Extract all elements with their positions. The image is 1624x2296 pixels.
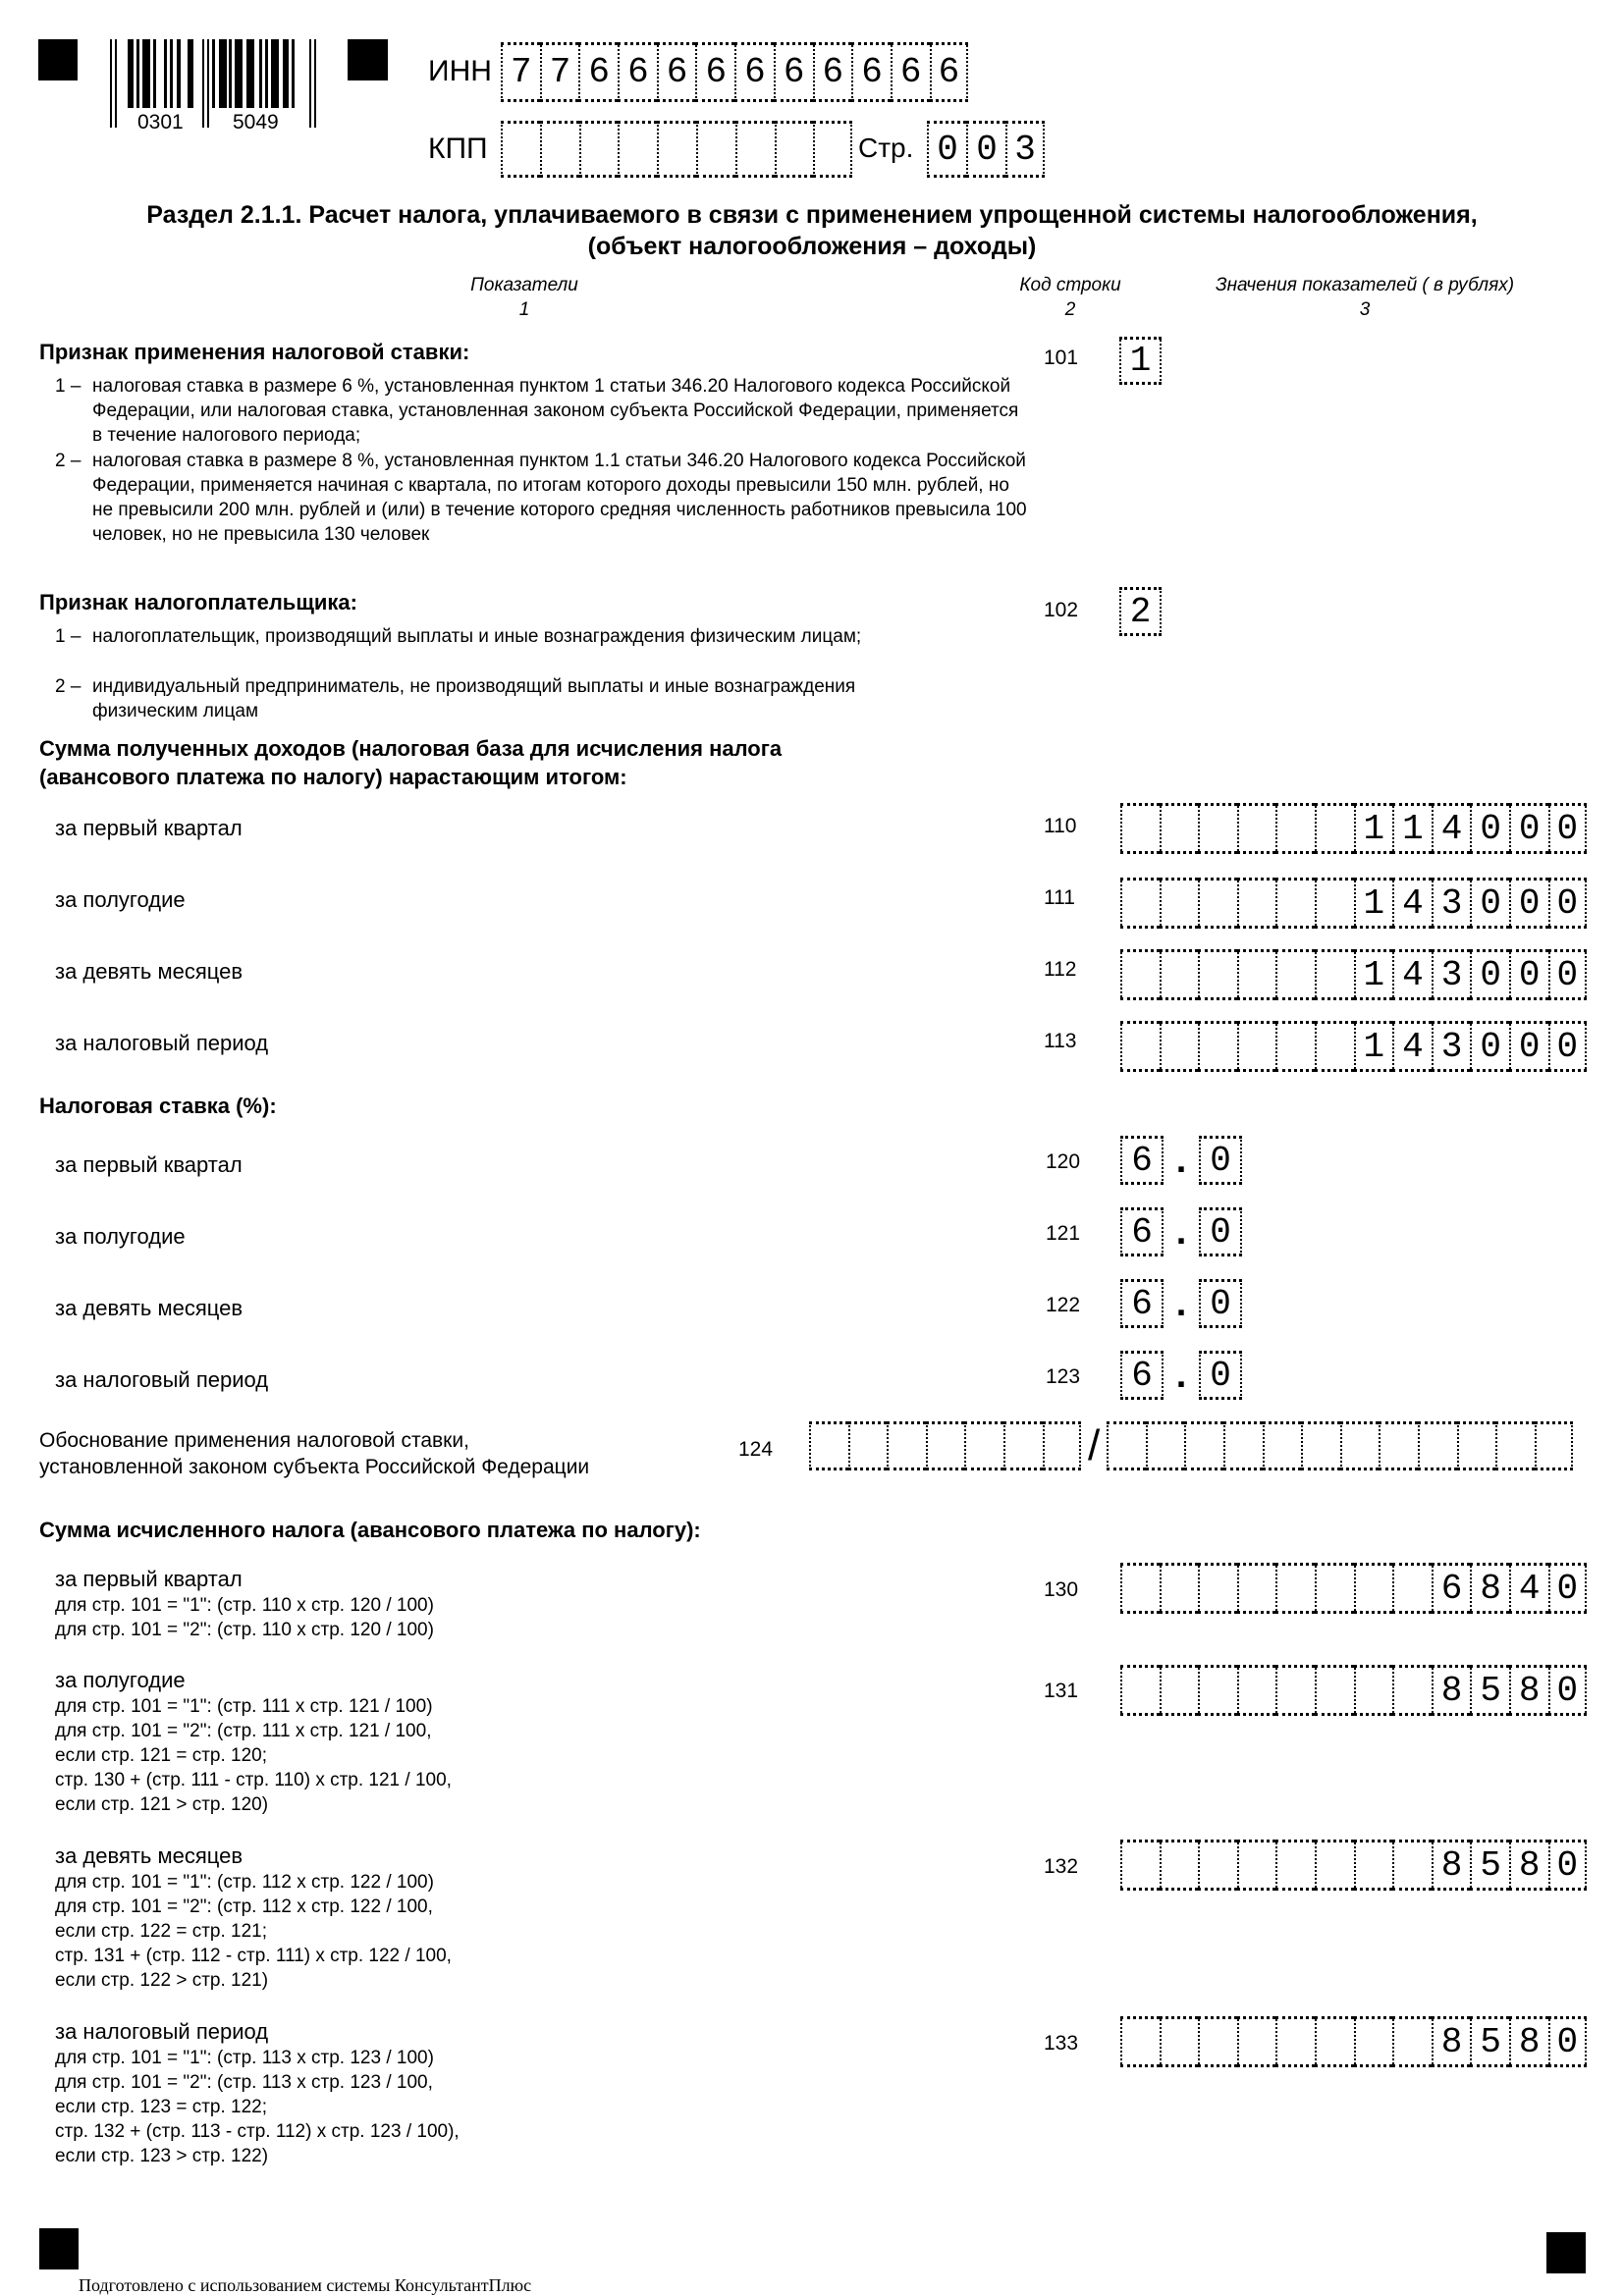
digit-cell[interactable] bbox=[1120, 1021, 1160, 1072]
rate-flag-option-2 bbox=[55, 449, 1027, 547]
digit-cell[interactable] bbox=[1198, 1563, 1237, 1614]
option-text: налоговая ставка в размере 6 %, установленная пунктом 1 статьи 346.20 Налогового кодекса Российской Федерации, или налоговая ставка, установленная законом субъекта Российской Федерации, применяется в течение налогового периода; bbox=[92, 376, 1019, 446]
option-text: налогоплательщик, производящий выплаты и иные вознаграждения физическим лицам; bbox=[92, 626, 862, 647]
barcode-digits-right: 5049 bbox=[233, 111, 279, 133]
column-header-indicators bbox=[377, 273, 672, 322]
formula-line: если стр. 122 = стр. 121; bbox=[55, 1921, 268, 1942]
income-field-110[interactable] bbox=[1120, 803, 1587, 854]
rate-field-122[interactable] bbox=[1120, 1279, 1242, 1328]
digit-cell[interactable]: 0 bbox=[1509, 1021, 1548, 1072]
digit-cell[interactable] bbox=[848, 1421, 888, 1470]
digit-cell[interactable]: 5 bbox=[1470, 1665, 1509, 1716]
digit-cell[interactable] bbox=[1315, 949, 1354, 1000]
digit-cell[interactable] bbox=[964, 1421, 1003, 1470]
line-code-110: 110 bbox=[1044, 815, 1077, 837]
line-code-112: 112 bbox=[1044, 958, 1077, 981]
column-header-values-label: Значения показателей ( в рублях) bbox=[1215, 275, 1515, 295]
digit-cell[interactable] bbox=[1315, 803, 1354, 854]
digit-cell[interactable]: 3 bbox=[1432, 1021, 1471, 1072]
tax-row-label-133: за налоговый период bbox=[55, 2019, 269, 2044]
formula-line: для стр. 101 = "2": (стр. 113 х стр. 123 / 100, bbox=[55, 2072, 433, 2093]
formula-line: для стр. 101 = "1": (стр. 111 х стр. 121 / 100) bbox=[55, 1696, 433, 1717]
digit-cell[interactable]: 0 bbox=[1470, 803, 1509, 854]
digit-cell[interactable] bbox=[1275, 1021, 1315, 1072]
digit-cell[interactable]: 2 bbox=[1119, 587, 1162, 636]
formula-line: стр. 132 + (стр. 113 - стр. 112) х стр. 123 / 100), bbox=[55, 2121, 460, 2142]
digit-cell[interactable]: 0 bbox=[1199, 1351, 1242, 1400]
tax-row-132 bbox=[55, 1842, 452, 1993]
income-heading-line1: Сумма полученных доходов (налоговая база для исчисления налога bbox=[39, 736, 783, 761]
digit-cell[interactable] bbox=[1003, 1421, 1043, 1470]
option-number: 1 – bbox=[55, 626, 81, 647]
digit-cell[interactable]: 1 bbox=[1354, 949, 1393, 1000]
digit-cell[interactable] bbox=[1392, 1563, 1432, 1614]
formula-line: если стр. 122 > стр. 121) bbox=[55, 1970, 269, 1991]
digit-cell[interactable] bbox=[1237, 949, 1276, 1000]
page-number-field[interactable] bbox=[927, 121, 1045, 178]
digit-cell[interactable]: 6 bbox=[774, 42, 813, 102]
digit-cell[interactable]: 0 bbox=[1548, 1665, 1588, 1716]
corner-marker-bottom-right bbox=[1546, 2232, 1586, 2273]
justification-label-line1: Обоснование применения налоговой ставки, bbox=[39, 1429, 469, 1452]
digit-cell[interactable]: 1 bbox=[1354, 803, 1393, 854]
digit-cell[interactable]: 0 bbox=[1509, 878, 1548, 929]
digit-cell[interactable] bbox=[1237, 2016, 1276, 2067]
digit-cell[interactable]: 8 bbox=[1509, 1665, 1548, 1716]
line-code-113: 113 bbox=[1044, 1030, 1077, 1052]
digit-cell[interactable] bbox=[1354, 1563, 1393, 1614]
digit-cell[interactable]: 4 bbox=[1509, 1563, 1548, 1614]
digit-cell[interactable] bbox=[1315, 878, 1354, 929]
tax-row-label-131: за полугодие bbox=[55, 1668, 186, 1692]
digit-cell[interactable] bbox=[1237, 1840, 1276, 1891]
digit-cell[interactable]: 0 bbox=[1509, 803, 1548, 854]
column-header-values-num: 3 bbox=[1359, 299, 1371, 320]
option-number: 2 – bbox=[55, 451, 81, 471]
justification-code-part[interactable] bbox=[809, 1421, 1081, 1470]
tax-formula-131 bbox=[55, 1694, 452, 1817]
digit-cell[interactable] bbox=[1120, 2016, 1160, 2067]
digit-cell[interactable] bbox=[1379, 1421, 1418, 1470]
digit-cell[interactable]: 6 bbox=[930, 42, 969, 102]
formula-line: для стр. 101 = "2": (стр. 111 х стр. 121 / 100, bbox=[55, 1721, 432, 1741]
digit-cell[interactable] bbox=[735, 121, 775, 178]
rate-row-label-123: за налоговый период bbox=[55, 1367, 269, 1392]
digit-cell[interactable]: 8 bbox=[1432, 2016, 1471, 2067]
digit-cell[interactable] bbox=[1275, 1840, 1315, 1891]
decimal-separator: . bbox=[1175, 1354, 1187, 1396]
digit-cell[interactable] bbox=[1223, 1421, 1263, 1470]
digit-cell[interactable] bbox=[1160, 2016, 1199, 2067]
digit-cell[interactable] bbox=[1275, 803, 1315, 854]
tax-field-133[interactable] bbox=[1120, 2016, 1587, 2067]
digit-cell[interactable]: 0 bbox=[1199, 1279, 1242, 1328]
digit-cell[interactable]: 6 bbox=[813, 42, 852, 102]
tax-field-132[interactable] bbox=[1120, 1840, 1587, 1891]
digit-cell[interactable]: 1 bbox=[1354, 1021, 1393, 1072]
digit-cell[interactable]: 6 bbox=[618, 42, 657, 102]
line-code-130: 130 bbox=[1044, 1578, 1079, 1601]
digit-cell[interactable] bbox=[1275, 949, 1315, 1000]
digit-cell[interactable] bbox=[1535, 1421, 1574, 1470]
digit-cell[interactable] bbox=[1198, 1665, 1237, 1716]
line-code-132: 132 bbox=[1044, 1855, 1079, 1878]
digit-cell[interactable]: 4 bbox=[1392, 878, 1432, 929]
digit-cell[interactable]: 8 bbox=[1509, 1840, 1548, 1891]
digit-cell[interactable] bbox=[809, 1421, 848, 1470]
digit-cell[interactable]: 8 bbox=[1470, 1563, 1509, 1614]
digit-cell[interactable] bbox=[1495, 1421, 1535, 1470]
digit-cell[interactable] bbox=[1457, 1421, 1496, 1470]
corner-marker-bottom-left bbox=[39, 2228, 79, 2269]
income-row-label-112: за девять месяцев bbox=[55, 959, 244, 984]
digit-cell[interactable]: 0 bbox=[1199, 1207, 1242, 1256]
digit-cell[interactable]: 0 bbox=[1548, 949, 1588, 1000]
option-number: 1 – bbox=[55, 376, 81, 397]
digit-cell[interactable]: 0 bbox=[1548, 1563, 1588, 1614]
digit-cell[interactable] bbox=[1275, 1563, 1315, 1614]
digit-cell[interactable] bbox=[1418, 1421, 1457, 1470]
digit-cell[interactable] bbox=[1160, 1021, 1199, 1072]
digit-cell[interactable] bbox=[1120, 1840, 1160, 1891]
digit-cell[interactable]: 0 bbox=[1548, 1021, 1588, 1072]
digit-cell[interactable] bbox=[1315, 1840, 1354, 1891]
taxpayer-flag-field[interactable] bbox=[1119, 587, 1162, 636]
kpp-field[interactable] bbox=[501, 121, 852, 178]
digit-cell[interactable]: 6 bbox=[1432, 1563, 1471, 1614]
income-heading-line2: (авансового платежа по налогу) нарастающим итогом: bbox=[39, 765, 627, 789]
column-header-values bbox=[1159, 273, 1571, 322]
line-code-133: 133 bbox=[1044, 2032, 1079, 2055]
digit-cell[interactable]: 0 bbox=[1470, 878, 1509, 929]
footer-note: Подготовлено с использованием системы КонсультантПлюс bbox=[79, 2275, 532, 2295]
page-label: Стр. bbox=[858, 133, 914, 163]
justification-field[interactable] bbox=[809, 1421, 1573, 1470]
digit-cell[interactable] bbox=[1237, 803, 1276, 854]
digit-cell[interactable] bbox=[1354, 1840, 1393, 1891]
digit-cell[interactable]: 6 bbox=[657, 42, 696, 102]
option-text: налоговая ставка в размере 8 %, установленная пунктом 1.1 статьи 346.20 Налогового кодекса Российской Федерации, применяется начиная с квартала, по итогам которого доходы превысили 150 млн. рублей, но не превысили 200 млн. рублей и (или) в течение которого средняя численность работников превысила 100 человек, но не превысила 130 человек bbox=[92, 451, 1027, 545]
formula-line: если стр. 121 = стр. 120; bbox=[55, 1745, 268, 1766]
digit-cell[interactable]: 0 bbox=[1548, 803, 1588, 854]
digit-cell[interactable] bbox=[1237, 1021, 1276, 1072]
rate-field-120[interactable] bbox=[1120, 1136, 1242, 1185]
digit-cell[interactable] bbox=[1146, 1421, 1185, 1470]
digit-cell[interactable] bbox=[1198, 949, 1237, 1000]
digit-cell[interactable] bbox=[1184, 1421, 1223, 1470]
digit-cell[interactable] bbox=[540, 121, 579, 178]
digit-cell[interactable] bbox=[1392, 1665, 1432, 1716]
digit-cell[interactable] bbox=[1263, 1421, 1302, 1470]
inn-label: ИНН bbox=[428, 55, 492, 87]
digit-cell[interactable] bbox=[887, 1421, 926, 1470]
income-field-112[interactable] bbox=[1120, 949, 1587, 1000]
barcode-digits-left: 0301 bbox=[137, 111, 184, 133]
rate-flag-heading: Признак применения налоговой ставки: bbox=[39, 340, 470, 364]
digit-cell[interactable]: 0 bbox=[1548, 1840, 1588, 1891]
formula-line: если стр. 121 > стр. 120) bbox=[55, 1794, 269, 1815]
digit-cell[interactable] bbox=[579, 121, 619, 178]
digit-cell[interactable] bbox=[1160, 1563, 1199, 1614]
digit-cell[interactable] bbox=[1275, 1665, 1315, 1716]
tax-field-131[interactable] bbox=[1120, 1665, 1587, 1716]
rate-heading: Налоговая ставка (%): bbox=[39, 1094, 277, 1118]
column-header-line-code-label: Код строки bbox=[1019, 275, 1121, 295]
digit-cell[interactable] bbox=[1120, 803, 1160, 854]
tax-field-130[interactable] bbox=[1120, 1563, 1587, 1614]
formula-line: стр. 131 + (стр. 112 - стр. 111) х стр. 122 / 100, bbox=[55, 1946, 452, 1966]
formula-line: для стр. 101 = "1": (стр. 113 х стр. 123 / 100) bbox=[55, 2048, 434, 2068]
digit-cell[interactable] bbox=[813, 121, 852, 178]
income-field-113[interactable] bbox=[1120, 1021, 1587, 1072]
line-code-111: 111 bbox=[1044, 886, 1075, 909]
digit-cell[interactable] bbox=[1315, 2016, 1354, 2067]
digit-cell[interactable] bbox=[1301, 1421, 1340, 1470]
line-code-102: 102 bbox=[1044, 599, 1079, 621]
kpp-label: КПП bbox=[428, 133, 488, 165]
tax-formula-133 bbox=[55, 2046, 460, 2168]
digit-cell[interactable]: 0 bbox=[966, 121, 1005, 178]
digit-cell[interactable] bbox=[1354, 2016, 1393, 2067]
digit-cell[interactable]: 0 bbox=[1509, 949, 1548, 1000]
digit-cell[interactable]: 6 bbox=[1120, 1279, 1164, 1328]
tax-row-label-130: за первый квартал bbox=[55, 1567, 243, 1591]
digit-cell[interactable] bbox=[1160, 803, 1199, 854]
digit-cell[interactable] bbox=[1198, 1021, 1237, 1072]
digit-cell[interactable] bbox=[696, 121, 735, 178]
digit-cell[interactable] bbox=[1315, 1563, 1354, 1614]
formula-line: для стр. 101 = "1": (стр. 110 х стр. 120 / 100) bbox=[55, 1595, 434, 1616]
digit-cell[interactable]: 6 bbox=[695, 42, 734, 102]
rate-row-label-121: за полугодие bbox=[55, 1224, 186, 1249]
taxpayer-flag-heading: Признак налогоплательщика: bbox=[39, 590, 357, 614]
digit-cell[interactable]: 6 bbox=[1120, 1207, 1164, 1256]
option-text: индивидуальный предприниматель, не производящий выплаты и иные вознаграждения физическим лицам bbox=[92, 676, 856, 721]
digit-cell[interactable]: 0 bbox=[1470, 949, 1509, 1000]
rate-flag-field[interactable] bbox=[1119, 337, 1162, 385]
tax-row-131 bbox=[55, 1667, 452, 1817]
digit-cell[interactable] bbox=[1315, 1665, 1354, 1716]
digit-cell[interactable] bbox=[1354, 1665, 1393, 1716]
income-field-111[interactable] bbox=[1120, 878, 1587, 929]
digit-cell[interactable]: 3 bbox=[1432, 949, 1471, 1000]
formula-line: если стр. 123 = стр. 122; bbox=[55, 2097, 268, 2117]
digit-cell[interactable]: 6 bbox=[734, 42, 774, 102]
inn-field[interactable] bbox=[501, 42, 968, 102]
line-code-120: 120 bbox=[1046, 1150, 1081, 1173]
justification-label-line2: установленной законом субъекта Российской Федерации bbox=[39, 1456, 590, 1478]
digit-cell[interactable]: 0 bbox=[1470, 1021, 1509, 1072]
digit-cell[interactable]: 6 bbox=[891, 42, 930, 102]
digit-cell[interactable]: 3 bbox=[1432, 878, 1471, 929]
digit-cell[interactable]: 7 bbox=[501, 42, 540, 102]
digit-cell[interactable]: 6 bbox=[851, 42, 891, 102]
line-code-123: 123 bbox=[1046, 1365, 1081, 1388]
digit-cell[interactable] bbox=[1275, 878, 1315, 929]
digit-cell[interactable]: 6 bbox=[1120, 1351, 1164, 1400]
digit-cell[interactable]: 6 bbox=[578, 42, 618, 102]
digit-cell[interactable] bbox=[1392, 2016, 1432, 2067]
digit-cell[interactable]: 0 bbox=[1199, 1136, 1242, 1185]
digit-cell[interactable] bbox=[501, 121, 540, 178]
digit-cell[interactable] bbox=[1392, 1840, 1432, 1891]
line-code-124: 124 bbox=[738, 1438, 774, 1461]
rate-field-123[interactable] bbox=[1120, 1351, 1242, 1400]
digit-cell[interactable] bbox=[657, 121, 696, 178]
column-header-indicators-num: 1 bbox=[518, 299, 530, 320]
digit-cell[interactable] bbox=[1198, 878, 1237, 929]
digit-cell[interactable] bbox=[1340, 1421, 1380, 1470]
digit-cell[interactable] bbox=[1198, 2016, 1237, 2067]
digit-cell[interactable]: 1 bbox=[1119, 337, 1162, 385]
digit-cell[interactable] bbox=[926, 1421, 965, 1470]
digit-cell[interactable]: 8 bbox=[1509, 2016, 1548, 2067]
digit-cell[interactable]: 5 bbox=[1470, 1840, 1509, 1891]
digit-cell[interactable] bbox=[1120, 1563, 1160, 1614]
digit-cell[interactable] bbox=[1107, 1421, 1146, 1470]
column-header-line-code bbox=[992, 273, 1149, 322]
digit-cell[interactable]: 1 bbox=[1392, 803, 1432, 854]
taxpayer-flag-option-2 bbox=[55, 674, 870, 723]
corner-marker-top-right bbox=[348, 39, 388, 80]
digit-cell[interactable]: 0 bbox=[1548, 2016, 1588, 2067]
column-header-line-code-num: 2 bbox=[1064, 299, 1076, 320]
digit-cell[interactable] bbox=[1160, 878, 1199, 929]
digit-cell[interactable] bbox=[1198, 1840, 1237, 1891]
digit-cell[interactable]: 1 bbox=[1354, 878, 1393, 929]
digit-cell[interactable]: 8 bbox=[1432, 1665, 1471, 1716]
rate-field-121[interactable] bbox=[1120, 1207, 1242, 1256]
tax-heading: Сумма исчисленного налога (авансового платежа по налогу): bbox=[39, 1518, 701, 1542]
rate-row-label-120: за первый квартал bbox=[55, 1152, 243, 1177]
digit-cell[interactable] bbox=[1315, 1021, 1354, 1072]
line-code-121: 121 bbox=[1046, 1222, 1081, 1245]
income-row-label-110: за первый квартал bbox=[55, 816, 243, 840]
tax-row-130 bbox=[55, 1566, 434, 1642]
corner-marker-top-left bbox=[38, 39, 78, 80]
tax-formula-132 bbox=[55, 1870, 452, 1993]
line-code-122: 122 bbox=[1046, 1294, 1081, 1316]
income-row-label-111: за полугодие bbox=[55, 887, 186, 912]
digit-cell[interactable] bbox=[1198, 803, 1237, 854]
formula-line: для стр. 101 = "2": (стр. 110 х стр. 120 / 100) bbox=[55, 1620, 434, 1640]
digit-cell[interactable] bbox=[1043, 1421, 1082, 1470]
decimal-separator: . bbox=[1175, 1282, 1187, 1324]
formula-line: если стр. 123 > стр. 122) bbox=[55, 2146, 269, 2166]
income-row-label-113: за налоговый период bbox=[55, 1031, 269, 1055]
digit-cell[interactable]: 8 bbox=[1432, 1840, 1471, 1891]
column-header-indicators-label: Показатели bbox=[470, 275, 578, 295]
section-title-line1: Раздел 2.1.1. Расчет налога, уплачиваемого в связи с применением упрощенной системы налогообложения, bbox=[146, 201, 1478, 229]
option-number: 2 – bbox=[55, 676, 81, 697]
digit-cell[interactable] bbox=[1120, 949, 1160, 1000]
justification-details-part[interactable] bbox=[1107, 1421, 1573, 1470]
taxpayer-flag-option-1 bbox=[55, 624, 870, 649]
line-code-101: 101 bbox=[1044, 347, 1079, 369]
section-title-line2: (объект налогообложения – доходы) bbox=[587, 233, 1037, 260]
tax-row-133 bbox=[55, 2018, 460, 2168]
digit-cell[interactable] bbox=[1160, 949, 1199, 1000]
tax-formula-130 bbox=[55, 1593, 434, 1642]
decimal-separator: . bbox=[1175, 1139, 1187, 1181]
digit-cell[interactable]: 4 bbox=[1392, 949, 1432, 1000]
digit-cell[interactable] bbox=[1237, 1563, 1276, 1614]
digit-cell[interactable]: 4 bbox=[1432, 803, 1471, 854]
formula-line: для стр. 101 = "2": (стр. 112 х стр. 122 / 100, bbox=[55, 1896, 433, 1917]
rate-flag-option-1 bbox=[55, 374, 1027, 448]
digit-cell[interactable] bbox=[1120, 878, 1160, 929]
digit-cell[interactable] bbox=[618, 121, 657, 178]
digit-cell[interactable]: 5 bbox=[1470, 2016, 1509, 2067]
formula-line: стр. 130 + (стр. 111 - стр. 110) х стр. 121 / 100, bbox=[55, 1770, 452, 1790]
digit-cell[interactable] bbox=[1160, 1840, 1199, 1891]
digit-cell[interactable] bbox=[1237, 878, 1276, 929]
line-code-131: 131 bbox=[1044, 1680, 1079, 1702]
rate-row-label-122: за девять месяцев bbox=[55, 1296, 244, 1320]
digit-cell[interactable]: 4 bbox=[1392, 1021, 1432, 1072]
justification-label bbox=[39, 1427, 589, 1480]
formula-line: для стр. 101 = "1": (стр. 112 х стр. 122 / 100) bbox=[55, 1872, 434, 1893]
digit-cell[interactable] bbox=[1237, 1665, 1276, 1716]
digit-cell[interactable]: 3 bbox=[1005, 121, 1045, 178]
digit-cell[interactable] bbox=[1120, 1665, 1160, 1716]
decimal-separator: . bbox=[1175, 1210, 1187, 1253]
digit-cell[interactable]: 0 bbox=[927, 121, 966, 178]
digit-cell[interactable] bbox=[1275, 2016, 1315, 2067]
digit-cell[interactable]: 0 bbox=[1548, 878, 1588, 929]
digit-cell[interactable] bbox=[1160, 1665, 1199, 1716]
slash-separator: / bbox=[1088, 1421, 1101, 1469]
digit-cell[interactable] bbox=[775, 121, 814, 178]
digit-cell[interactable]: 7 bbox=[540, 42, 579, 102]
digit-cell[interactable]: 6 bbox=[1120, 1136, 1164, 1185]
tax-row-label-132: за девять месяцев bbox=[55, 1843, 244, 1868]
